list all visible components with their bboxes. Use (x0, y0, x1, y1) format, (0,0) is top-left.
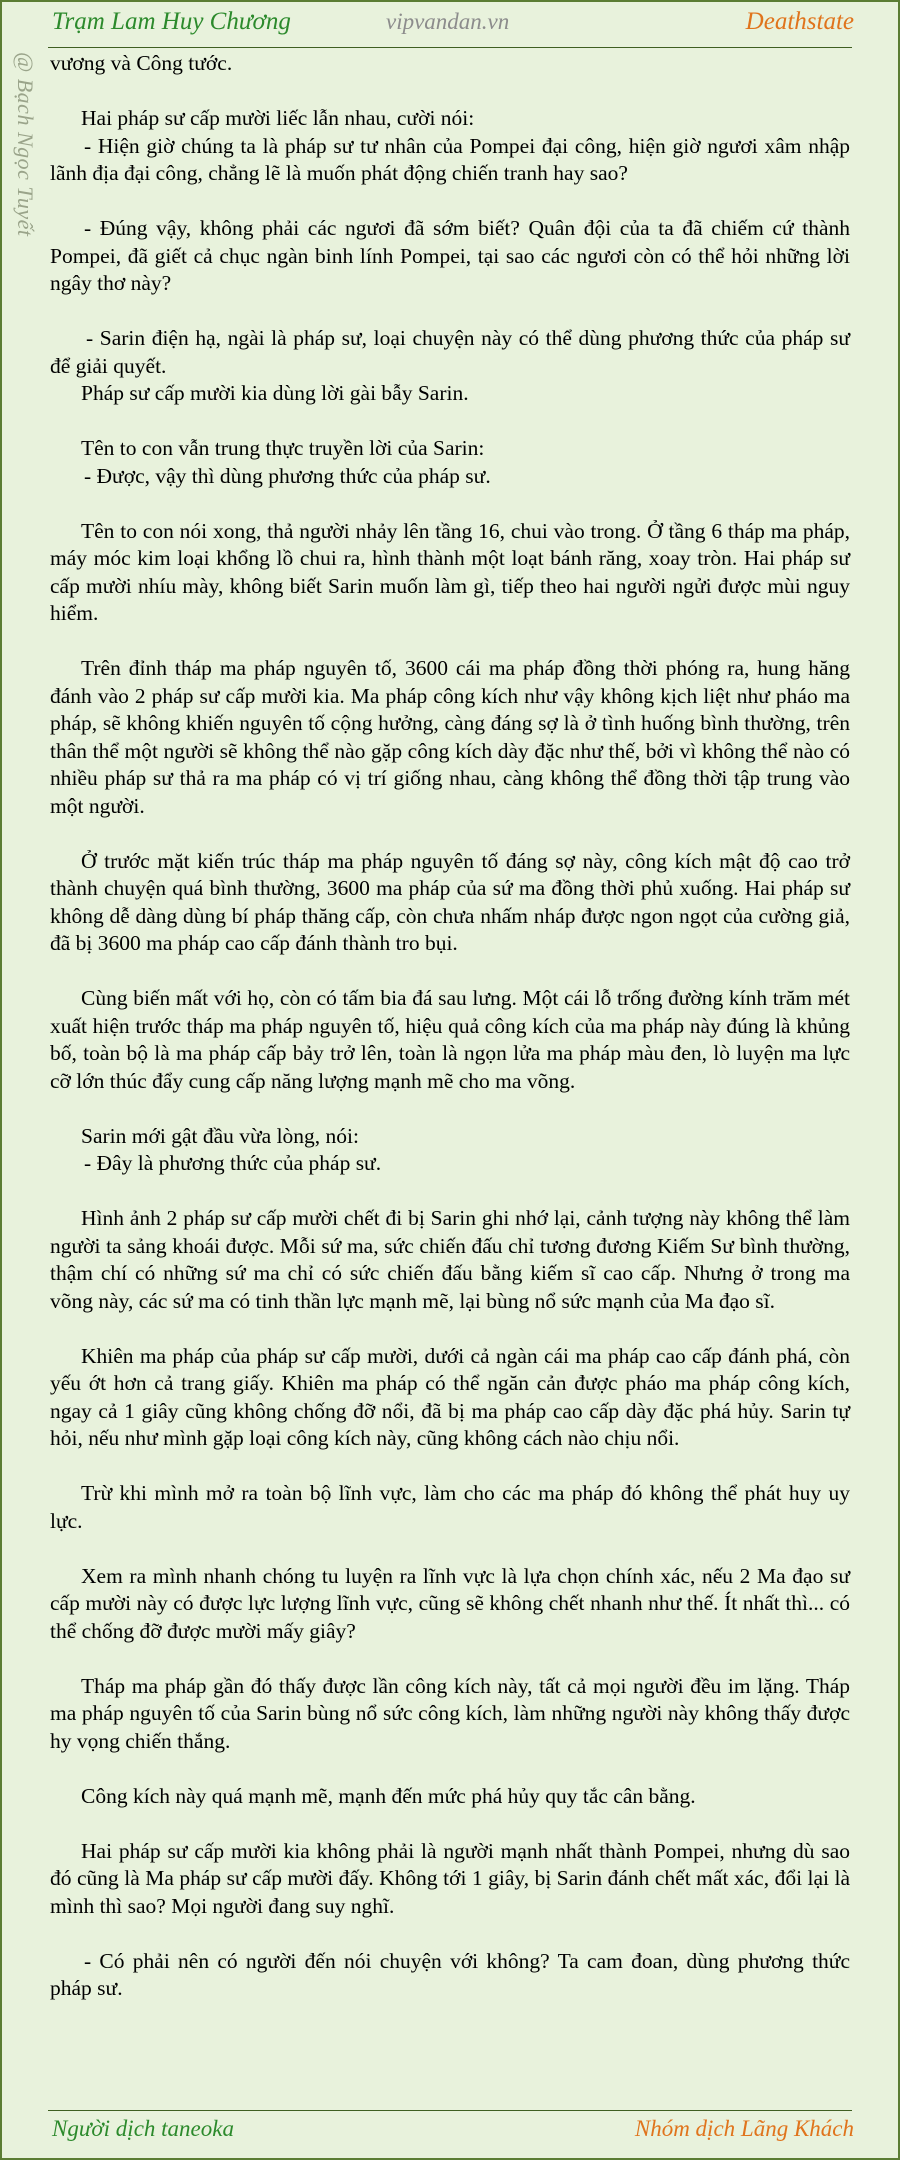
paragraph: Cùng biến mất với họ, còn có tấm bia đá sau lưng. Một cái lỗ trống đường kính trăm mét xuất hiện trước tháp ma pháp nguyên tố, hiệu quả công kích của ma pháp này đúng là khủng bố, toàn bộ là ma pháp cấp bảy trở lên, toàn là ngọn lửa ma pháp màu đen, lò luyện ma lực cỡ lớn thúc đẩy cung cấp năng lượng mạnh mẽ cho ma võng. (50, 986, 850, 1093)
side-watermark: @ Bạch Ngọc Tuyết (13, 52, 38, 237)
paragraph: Hai pháp sư cấp mười kia không phải là người mạnh nhất thành Pompei, nhưng dù sao đó cũng là Ma pháp sư cấp mười đấy. Không tới 1 giây, bị Sarin đánh chết mất xác, đổi lại là mình thì sao? Mọi người đang suy nghĩ. (50, 1838, 850, 1918)
footer-rule (48, 2110, 852, 2111)
paragraph: Ở trước mặt kiến trúc tháp ma pháp nguyên tố đáng sợ này, công kích mật độ cao trở thành chuyện quá bình thường, 3600 ma pháp của sứ ma đồng thời phủ xuống. Hai pháp sư không dễ dàng dùng bí pháp thăng cấp, còn chưa nhấm nháp được ngon ngọt của cường giả, đã bị 3600 ma pháp cao cấp đánh thành tro bụi. (50, 848, 850, 955)
paragraph: Pháp sư cấp mười kia dùng lời gài bẫy Sarin. (81, 381, 469, 405)
paragraph: Trên đỉnh tháp ma pháp nguyên tố, 3600 cái ma pháp đồng thời phóng ra, hung hăng đánh vào 2 pháp sư cấp mười kia. Ma pháp công kích như vậy không kịch liệt như pháo ma pháp, sẽ không khiến nguyên tố cộng hưởng, càng đáng sợ là ở tình huống bình thường, trên thân thể một người sẽ không thể nào gặp công kích dày đặc như thế, bởi vì không thể nào có nhiều pháp sư thả ra ma pháp có vị trí giống nhau, càng không thể đồng thời tập trung vào một người. (50, 656, 850, 818)
paragraph: - Đúng vậy, không phải các ngươi đã sớm biết? Quân đội của ta đã chiếm cứ thành Pompei, đã giết cả chục ngàn binh lính Pompei, tại sao các ngươi còn có thể hỏi những lời ngây thơ này? (50, 216, 850, 295)
header-site: vipvandan.vn (386, 9, 510, 34)
header-rule (48, 47, 852, 48)
paragraph: - Đây là phương thức của pháp sư. (84, 1151, 382, 1175)
body-text (50, 50, 850, 2030)
paragraph: Hình ảnh 2 pháp sư cấp mười chết đi bị Sarin ghi nhớ lại, cảnh tượng này không thể làm người ta sảng khoái được. Mỗi sứ ma, sức chiến đấu chỉ tương đương Kiếm Sư bình thường, thậm chí có những sứ ma chỉ có sức chiến đấu bằng kiếm sĩ cao cấp. Nhưng ở trong ma võng này, các sứ ma có tinh thần lực mạnh mẽ, lại bùng nổ sức mạnh của Ma đạo sĩ. (50, 1206, 850, 1313)
paragraph: Trừ khi mình mở ra toàn bộ lĩnh vực, làm cho các ma pháp đó không thể phát huy uy lực. (50, 1481, 850, 1533)
paragraph: - Có phải nên có người đến nói chuyện với không? Ta cam đoan, dùng phương thức pháp sư. (50, 1948, 850, 2000)
footer-group: Nhóm dịch Lãng Khách (634, 2116, 854, 2141)
header-title: Trạm Lam Huy Chương (52, 8, 291, 35)
paragraph: - Được, vậy thì dùng phương thức của pháp sư. (84, 463, 491, 488)
paragraph: Sarin mới gật đầu vừa lòng, nói: (81, 1123, 359, 1148)
paragraph: vương và Công tước. (50, 51, 233, 75)
paragraph: - Hiện giờ chúng ta là pháp sư tư nhân của Pompei đại công, hiện giờ ngươi xâm nhập lãnh địa đại công, chẳng lẽ là muốn phát động chiến tranh hay sao? (50, 133, 850, 185)
paragraph: Tên to con vẫn trung thực truyền lời của Sarin: (81, 436, 485, 460)
paragraph: - Sarin điện hạ, ngài là pháp sư, loại chuyện này có thể dùng phương thức của pháp sư để giải quyết. (50, 326, 850, 378)
paragraph: Công kích này quá mạnh mẽ, mạnh đến mức phá hủy quy tắc cân bằng. (81, 1783, 696, 1808)
paragraph: Xem ra mình nhanh chóng tu luyện ra lĩnh vực là lựa chọn chính xác, nếu 2 Ma đạo sư cấp mười này có được lực lượng lĩnh vực, cũng sẽ không chết nhanh như thế. Ít nhất thì... có thể chống đỡ được mười mấy giây? (50, 1563, 850, 1643)
paragraph: Tháp ma pháp gần đó thấy được lần công kích này, tất cả mọi người đều im lặng. Tháp ma pháp nguyên tố của Sarin bùng nổ sức công kích, làm những người này không thấy được hy vọng chiến thắng. (50, 1673, 850, 1753)
header-book: Deathstate (745, 8, 854, 35)
paragraph: Hai pháp sư cấp mười liếc lẫn nhau, cười nói: (81, 106, 475, 130)
paragraph: Khiên ma pháp của pháp sư cấp mười, dưới cả ngàn cái ma pháp cao cấp đánh phá, còn yếu ớt hơn cả trang giấy. Khiên ma pháp có thể ngăn cản được pháo ma pháp công kích, ngay cả 1 giây cũng không chống đỡ nổi, đã bị ma pháp cao cấp dày đặc phá hủy. Sarin tự hỏi, nếu như mình gặp loại công kích này, cũng không cách nào chịu nổi. (50, 1343, 850, 1450)
footer-translator: Người dịch taneoka (52, 2116, 234, 2141)
paragraph: Tên to con nói xong, thả người nhảy lên tầng 16, chui vào trong. Ở tầng 6 tháp ma pháp, máy móc kim loại khổng lồ chui ra, hình thành một loạt bánh răng, xoay tròn. Hai pháp sư cấp mười nhíu mày, không biết Sarin muốn làm gì, tiếp theo hai người ngửi được mùi nguy hiểm. (50, 518, 850, 625)
